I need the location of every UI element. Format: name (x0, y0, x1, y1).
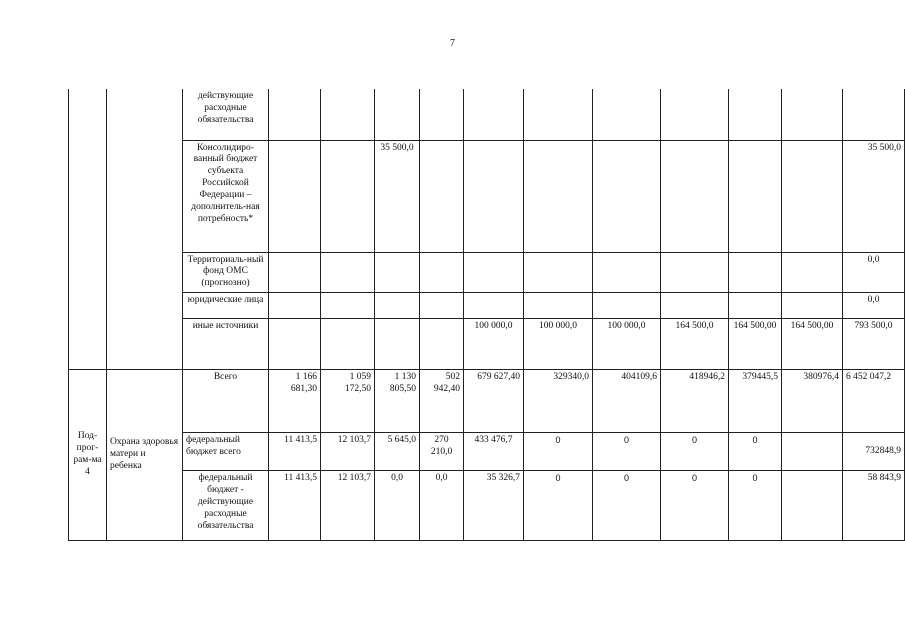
value-cell: 679 627,40 (464, 370, 524, 433)
value-cell: 0 (524, 471, 593, 541)
value-cell (593, 252, 661, 293)
value-cell (420, 89, 464, 140)
table-row (69, 433, 905, 471)
value-cell (269, 89, 321, 140)
value-cell: 380976,4 (782, 370, 843, 433)
value-cell (420, 252, 464, 293)
value-cell (729, 293, 782, 319)
value-cell (375, 252, 420, 293)
value-cell: 404109,6 (593, 370, 661, 433)
total-cell: 58 843,9 (843, 471, 905, 541)
value-cell (321, 89, 375, 140)
value-cell (375, 89, 420, 140)
total-cell: 6 452 047,2 (843, 370, 905, 433)
table-row (69, 293, 905, 319)
value-cell (321, 319, 375, 370)
value-cell: 0 (661, 471, 729, 541)
total-cell: 732848,9 (843, 433, 905, 471)
value-cell (782, 140, 843, 252)
total-cell: 793 500,0 (843, 319, 905, 370)
table-row (69, 140, 905, 252)
value-cell (524, 293, 593, 319)
value-cell: 0 (593, 433, 661, 471)
source-cell: действующие расходные обязательства (183, 89, 269, 140)
table-row (69, 89, 905, 140)
value-cell: 329340,0 (524, 370, 593, 433)
value-cell: 270 210,0 (420, 433, 464, 471)
value-cell (420, 319, 464, 370)
value-cell: 1 130 805,50 (375, 370, 420, 433)
total-cell: 0,0 (843, 293, 905, 319)
value-cell (782, 433, 843, 471)
source-cell: иные источники (183, 319, 269, 370)
value-cell (269, 140, 321, 252)
value-cell (661, 252, 729, 293)
total-cell: 0,0 (843, 252, 905, 293)
value-cell (782, 252, 843, 293)
value-cell (729, 89, 782, 140)
value-cell: 1 059 172,50 (321, 370, 375, 433)
value-cell (269, 293, 321, 319)
value-cell: 0 (593, 471, 661, 541)
table-row (69, 471, 905, 541)
value-cell (375, 293, 420, 319)
value-cell (782, 471, 843, 541)
value-cell: 11 413,5 (269, 433, 321, 471)
value-cell (729, 140, 782, 252)
value-cell (593, 293, 661, 319)
value-cell: 35 326,7 (464, 471, 524, 541)
value-cell: 12 103,7 (321, 433, 375, 471)
value-cell: 379445,5 (729, 370, 782, 433)
value-cell (269, 252, 321, 293)
value-cell: 5 645,0 (375, 433, 420, 471)
value-cell (593, 89, 661, 140)
value-cell: 0 (729, 433, 782, 471)
value-cell: 164 500,00 (729, 319, 782, 370)
value-cell (269, 319, 321, 370)
value-cell: 0 (524, 433, 593, 471)
value-cell (729, 252, 782, 293)
source-cell: Всего (183, 370, 269, 433)
value-cell: 11 413,5 (269, 471, 321, 541)
value-cell (464, 252, 524, 293)
value-cell (420, 293, 464, 319)
table-row (69, 370, 905, 433)
value-cell (593, 140, 661, 252)
value-cell (782, 89, 843, 140)
value-cell: 164 500,0 (661, 319, 729, 370)
value-cell: 100 000,0 (464, 319, 524, 370)
value-cell (321, 252, 375, 293)
value-cell: 100 000,0 (524, 319, 593, 370)
program-number-cell (69, 89, 107, 370)
value-cell (524, 89, 593, 140)
value-cell: 0 (729, 471, 782, 541)
source-cell: Консолидиро-ванный бюджет субъекта Российской Федерации – дополнитель-ная потребность* (183, 140, 269, 252)
total-cell: 35 500,0 (843, 140, 905, 252)
value-cell: 100 000,0 (593, 319, 661, 370)
table-row (69, 319, 905, 370)
value-cell: 0,0 (375, 471, 420, 541)
value-cell (782, 293, 843, 319)
value-cell (420, 140, 464, 252)
value-cell (464, 140, 524, 252)
subprogram-name: Охрана здоровья матери и ребенка (107, 370, 183, 541)
source-cell: федеральный бюджет - действующие расходные обязательства (183, 471, 269, 541)
value-cell: 418946,2 (661, 370, 729, 433)
value-cell (524, 140, 593, 252)
value-cell (375, 319, 420, 370)
table-row (69, 252, 905, 293)
value-cell (661, 293, 729, 319)
value-cell: 35 500,0 (375, 140, 420, 252)
value-cell: 164 500,00 (782, 319, 843, 370)
program-name-cell (107, 89, 183, 370)
value-cell (661, 89, 729, 140)
source-cell: юридические лица (183, 293, 269, 319)
value-cell (464, 89, 524, 140)
budget-table (68, 89, 905, 541)
subprogram-number: Под-прог-рам-ма 4 (69, 370, 107, 541)
total-cell (843, 89, 905, 140)
value-cell (321, 293, 375, 319)
value-cell (524, 252, 593, 293)
value-cell: 0 (661, 433, 729, 471)
source-cell: Территориаль-ный фонд ОМС (прогнозно) (183, 252, 269, 293)
value-cell: 0,0 (420, 471, 464, 541)
value-cell (464, 293, 524, 319)
value-cell (321, 140, 375, 252)
page-number: 7 (450, 38, 455, 49)
value-cell: 12 103,7 (321, 471, 375, 541)
value-cell: 1 166 681,30 (269, 370, 321, 433)
value-cell: 433 476,7 (464, 433, 524, 471)
value-cell (661, 140, 729, 252)
source-cell: федеральный бюджет всего (183, 433, 269, 471)
value-cell: 502 942,40 (420, 370, 464, 433)
